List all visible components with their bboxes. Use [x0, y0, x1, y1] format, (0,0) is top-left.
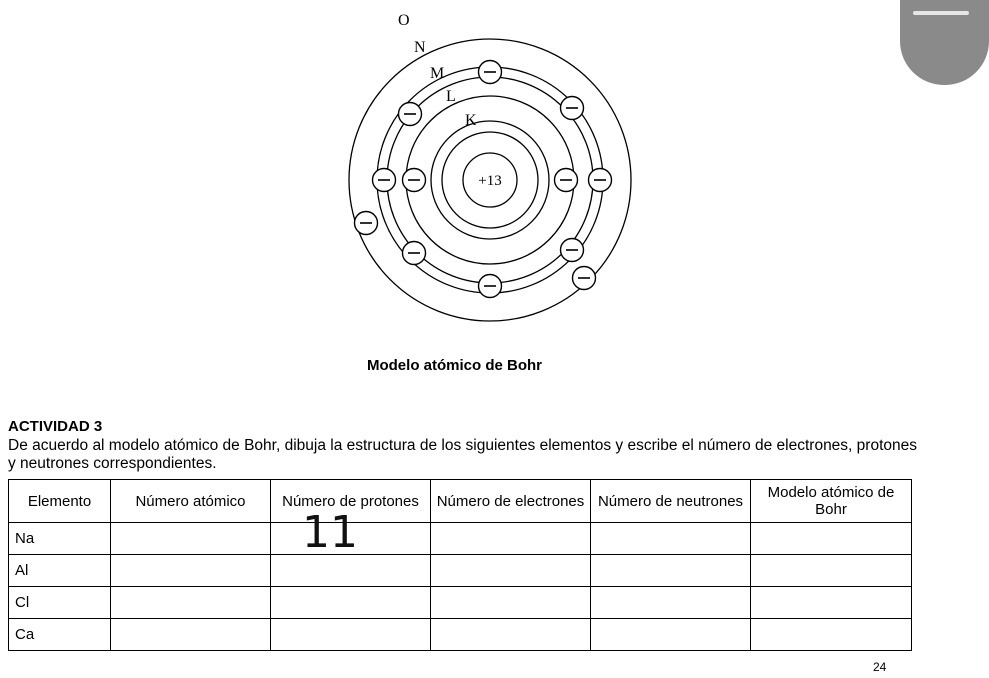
cell-input[interactable]	[111, 587, 271, 619]
shell-label-m: M	[430, 65, 445, 82]
cell-input[interactable]	[431, 587, 591, 619]
elements-table	[8, 479, 912, 651]
table-row	[9, 555, 912, 587]
page-number: 24	[873, 660, 887, 674]
table-row	[9, 587, 912, 619]
cell-input[interactable]	[751, 587, 912, 619]
bohr-model-diagram	[340, 8, 640, 353]
cell-input[interactable]	[751, 523, 912, 555]
activity-title: ACTIVIDAD 3	[8, 418, 103, 435]
cell-input[interactable]	[431, 555, 591, 587]
cell-input[interactable]	[751, 555, 912, 587]
nucleus-label: +13	[478, 173, 502, 189]
cell-input[interactable]	[111, 619, 271, 651]
cell-element: Ca	[9, 619, 111, 651]
cell-input[interactable]	[111, 523, 271, 555]
handwritten-annotation: 11	[302, 507, 358, 558]
cell-input[interactable]	[271, 555, 431, 587]
cell-input[interactable]	[431, 619, 591, 651]
activity-instructions: De acuerdo al modelo atómico de Bohr, dibuja la estructura de los siguientes elementos y escribe el número de electrones, protones y neutrones correspondientes.	[8, 437, 917, 472]
table-row	[9, 523, 912, 555]
cell-input[interactable]	[591, 523, 751, 555]
cell-input[interactable]	[591, 587, 751, 619]
header-numero-atomico: Número atómico	[111, 480, 271, 523]
corner-tab	[900, 0, 989, 85]
shell-label-l: L	[446, 88, 456, 105]
cell-element: Cl	[9, 587, 111, 619]
cell-input[interactable]	[751, 619, 912, 651]
header-numero-electrones: Número de electrones	[431, 480, 591, 523]
shell-label-k: K	[465, 112, 477, 129]
cell-input[interactable]	[591, 619, 751, 651]
table-header-row	[9, 480, 912, 523]
cell-input[interactable]	[271, 587, 431, 619]
header-numero-protones: Número de protones	[271, 480, 431, 523]
cell-input[interactable]	[591, 555, 751, 587]
cell-input[interactable]	[431, 523, 591, 555]
cell-input[interactable]	[271, 619, 431, 651]
minus-icon	[913, 11, 969, 15]
cell-input[interactable]	[111, 555, 271, 587]
shell-label-n: N	[414, 39, 426, 56]
table-row	[9, 619, 912, 651]
header-elemento: Elemento	[9, 480, 111, 523]
diagram-caption: Modelo atómico de Bohr	[366, 357, 542, 374]
cell-element: Na	[9, 523, 111, 555]
shell-label-o: O	[398, 12, 410, 29]
header-modelo-bohr: Modelo atómico de Bohr	[751, 480, 912, 523]
cell-element: Al	[9, 555, 111, 587]
header-numero-neutrones: Número de neutrones	[591, 480, 751, 523]
